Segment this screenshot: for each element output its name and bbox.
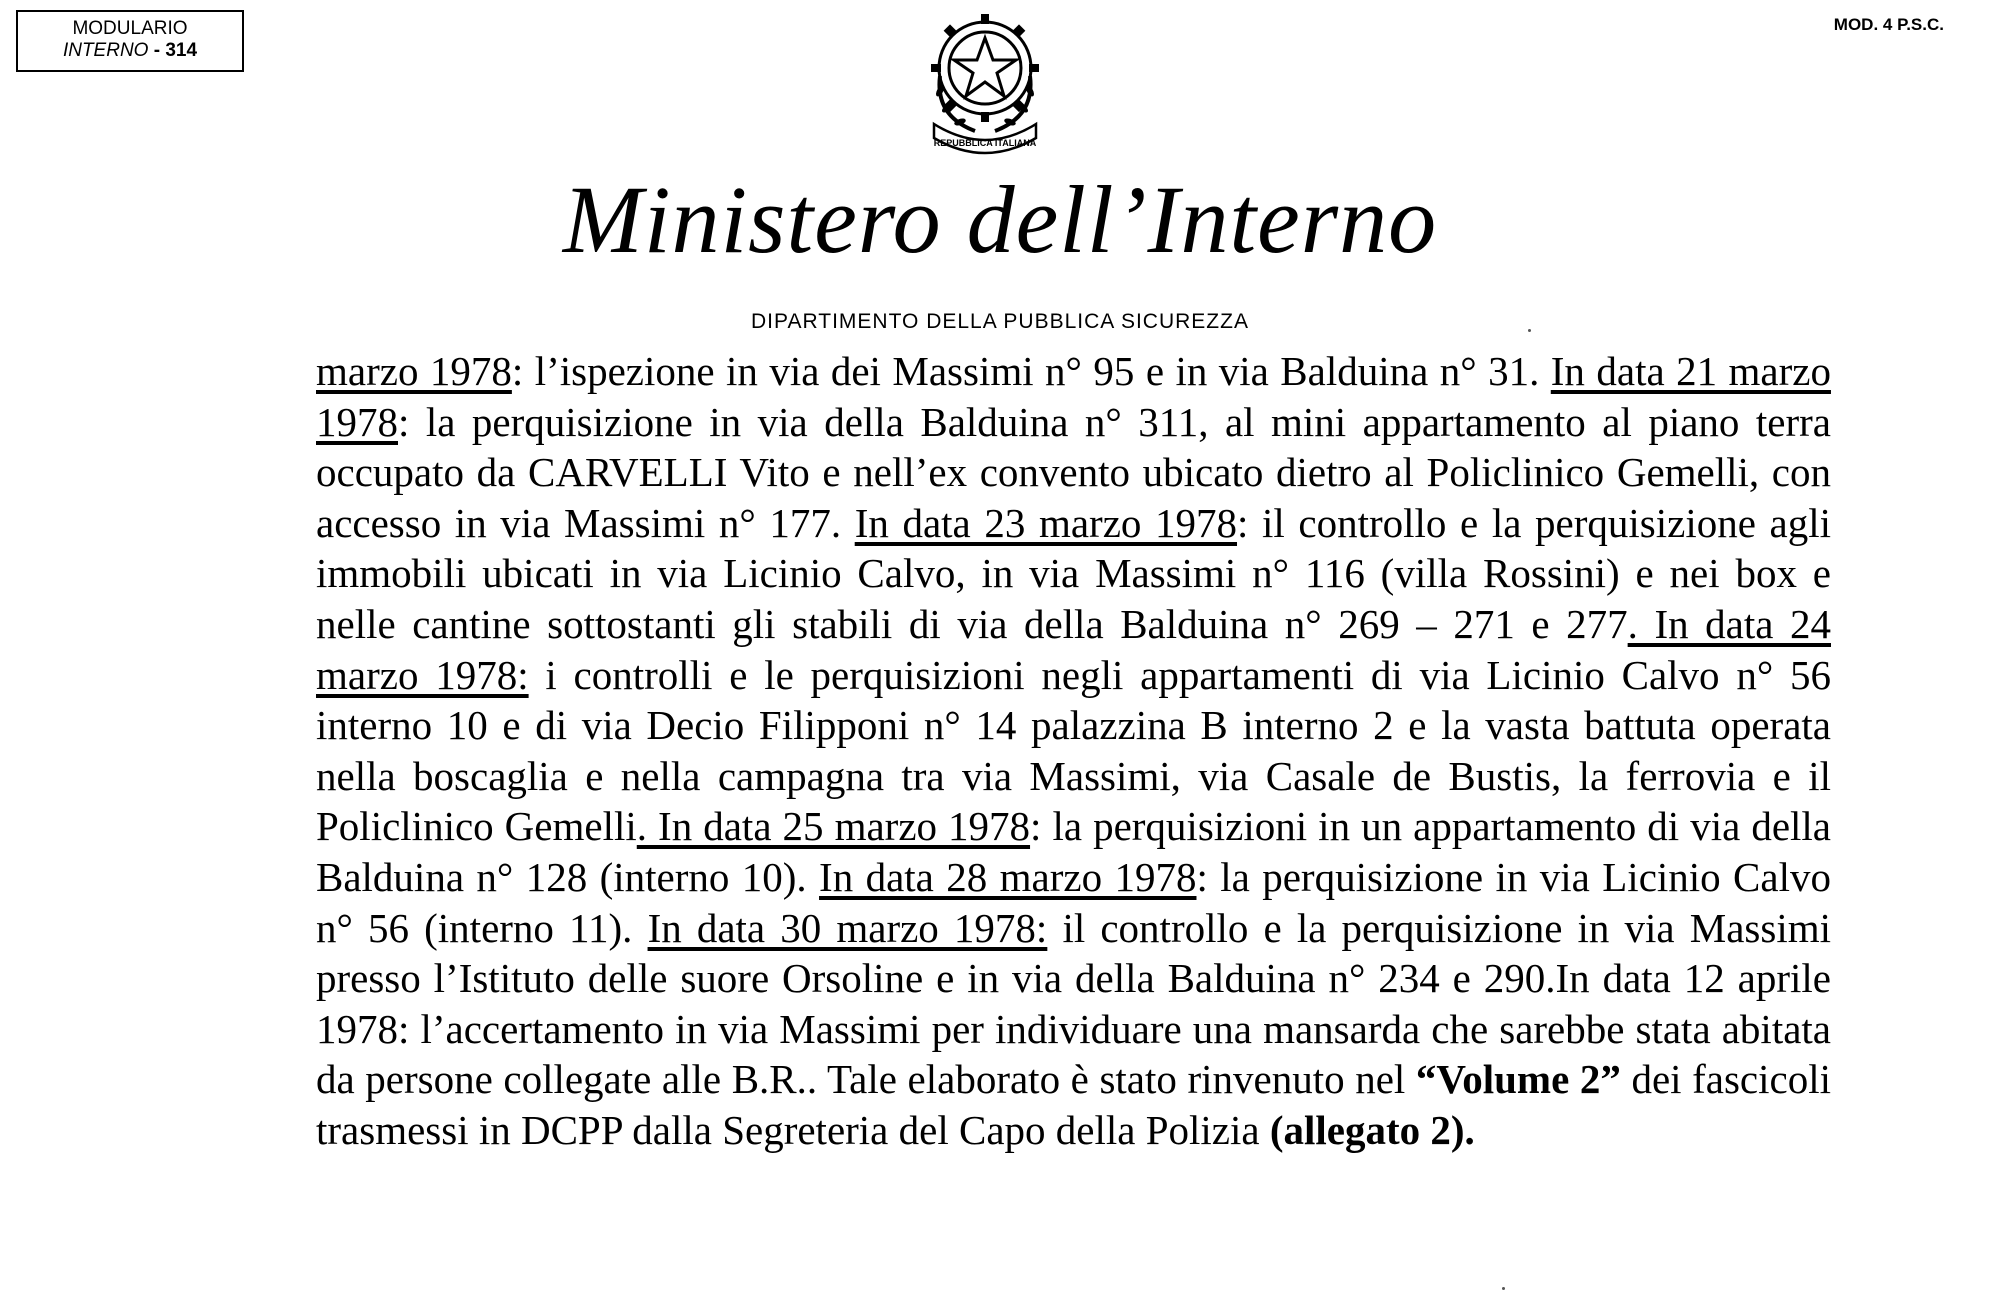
mod-code: MOD. 4 P.S.C. [1833,15,1944,34]
body-text-segment: : la perquisizione in via Licinio Calvo n° 56 (interno 11). [316,853,1831,951]
emblem-ribbon-text: REPUBBLICA ITALIANA [933,138,1037,148]
document-body [316,346,1831,1156]
body-text-segment: il controllo e la perquisizione in via Massimi presso l’Istituto delle suore Orsoline e in via della Balduina n° 234 e 290.In data 12 aprile 1978: l’accertamento in via Massimi per individuare una mansarda che sarebbe stata abitata da persone collegate alle B.R.. Tale elaborato è stato rinvenuto nel [316,904,1831,1103]
body-text-segment: i controlli e le perquisizioni negli appartamenti di via Licinio Calvo n° 56 interno 10 e di via Decio Filipponi n° 14 palazzina B interno 2 e la vasta battuta operata nella boscaglia e nella campagna tra via Massimi, via Casale de Bustis, la ferrovia e il Policlinico Gemelli [316,651,1831,850]
body-text-segment: : la perquisizioni in un appartamento di via della Balduina n° 128 (interno 10). [316,803,1831,900]
date-phrase: In data 21 marzo 1978 [316,348,1831,445]
date-phrase: marzo 1978 [316,348,512,394]
volume-reference: “Volume 2” [1415,1056,1621,1103]
date-phrase: . In data 24 marzo 1978: [316,600,1831,698]
date-phrase: . In data 25 marzo 1978 [636,803,1031,850]
date-phrase: In data 23 marzo 1978 [854,499,1238,546]
modulario-number: 314 [165,40,198,61]
body-text-segment: : la perquisizione in via della Balduina n° 311, al mini appartamento al piano terra occupato da CARVELLI Vito e nell’ex convento ubicato dietro al Policlinico Gemelli, con accesso in via Massimi n° 177. [316,398,1831,546]
ministry-title: Ministero dell’Interno [562,166,1438,273]
modulario-box: MODULARIO INTERNO - 314 [16,10,244,72]
interno-label: INTERNO [62,40,149,61]
date-phrase: In data 28 marzo 1978 [819,853,1197,900]
republic-emblem-icon [920,6,1050,156]
date-phrase: In data 30 marzo 1978: [647,904,1048,951]
body-text-segment: : il controllo e la perquisizione agli immobili ubicati in via Licinio Calvo, in via Massimi n° 116 (villa Rossini) e nei box e nelle cantine sottostanti gli stabili di via della Balduina n° 269 – 271 e 277 [316,499,1831,647]
modulario-label: MODULARIO [72,18,188,39]
scan-speck [1528,329,1531,332]
department-name: DIPARTIMENTO DELLA PUBBLICA SICUREZZA [751,310,1249,333]
body-text-segment: dei fascicoli trasmessi in DCPP dalla Segreteria del Capo della Polizia [316,1056,1832,1153]
body-text-segment: : l’ispezione in via dei Massimi n° 95 e in via Balduina n° 31. [511,348,1551,394]
attachment-reference: (allegato 2). [1269,1106,1475,1153]
